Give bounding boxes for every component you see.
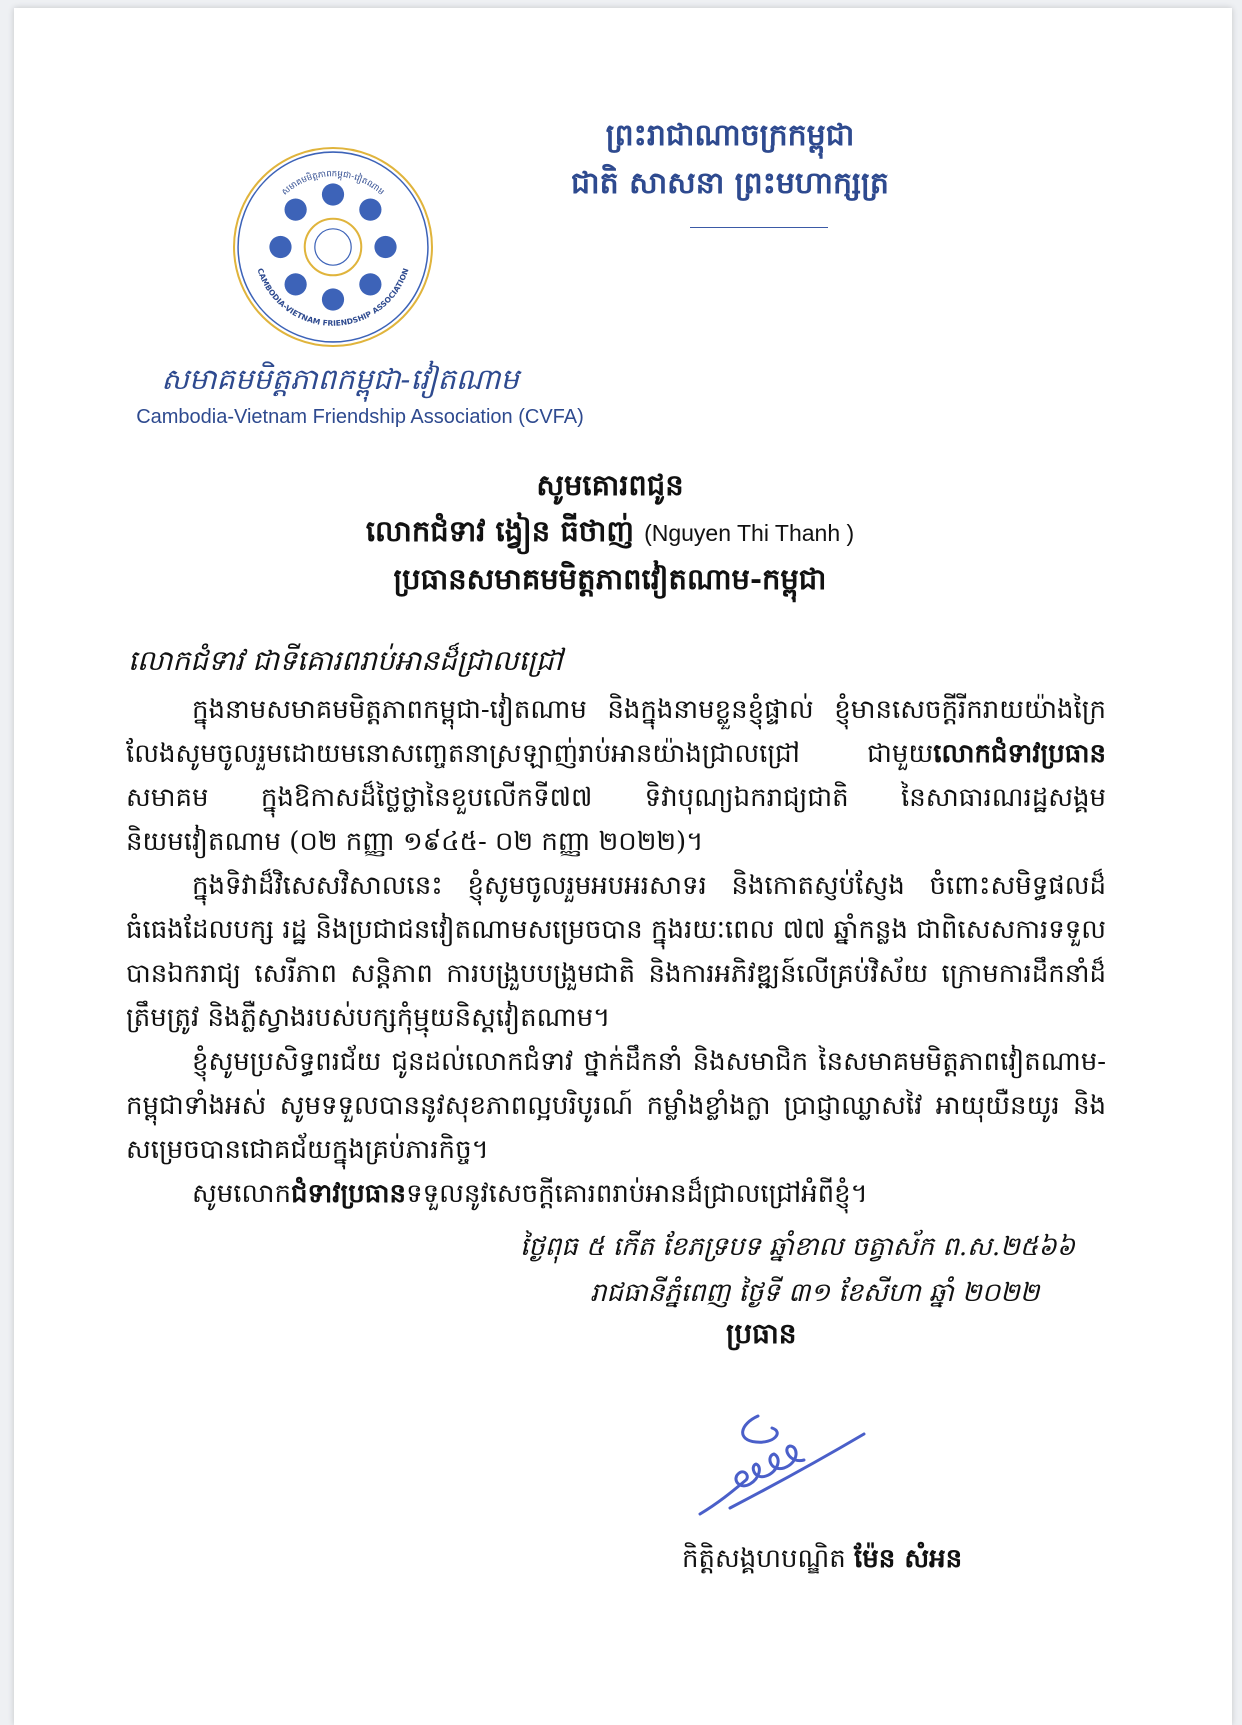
signer-block <box>682 1542 962 1580</box>
paragraph-4-bold: ជំទាវប្រធាន <box>291 1179 407 1209</box>
date-lunar: ថ្ងៃពុធ ៥ កើត ខែភទ្របទ ឆ្នាំខាល ចត្វាស័ក ព.ស.២៥៦៦ <box>520 1232 1076 1262</box>
paragraph-4-text-b: ទទួលនូវសេចក្តីគោរពរាប់អានដ៏ជ្រាលជ្រៅអំពីខ្ញុំ។ <box>406 1179 868 1209</box>
kingdom-motto: ជាតិ សាសនា ព្រះមហាក្សត្រ <box>571 166 889 201</box>
kingdom-divider <box>690 227 828 228</box>
date-block <box>480 1224 1080 1316</box>
paragraph-1 <box>126 688 1106 864</box>
paragraph-4-text-a: សូមលោក <box>192 1179 292 1209</box>
paragraph-1-text-a: ក្នុងនាមសមាគមមិត្តភាពកម្ពុជា-វៀតណាម និងក្នុងនាមខ្លួនខ្ញុំផ្ទាល់ ខ្ញុំមានសេចក្តីរីករាយយ៉ាងក្រៃលែងសូមចូលរួមដោយមនោសញ្ចេតនាស្រឡាញ់រាប់អានយ៉ាងជ្រាលជ្រៅ ជាមួយ <box>126 695 1106 769</box>
signer-role: ប្រធាន <box>726 1317 797 1350</box>
cvfa-logo-icon <box>232 146 434 348</box>
paragraph-4 <box>126 1172 1106 1216</box>
letter-body <box>126 688 1106 1216</box>
paragraph-1-bold: លោកជំទាវប្រធាន <box>933 739 1106 769</box>
addressee-salutation: សូមគោរពជូន <box>536 468 684 502</box>
paragraph-3: ខ្ញុំសូមប្រសិទ្ធពរជ័យ ជូនដល់លោកជំទាវ ថ្នាក់ដឹកនាំ និងសមាជិក នៃសមាគមមិត្តភាពវៀតណាម-កម្ពុជាទាំងអស់ សូមទទួលបាននូវសុខភាពល្អបរិបូរណ៍ កម្លាំងខ្លាំងក្លា ប្រាជ្ញាឈ្លាសវៃ អាយុយឺនយូរ និងសម្រេចបានជោគជ័យក្នុងគ្រប់ភារកិច្ច។ <box>126 1047 1106 1165</box>
addressee-name-latin: (Nguyen Thi Thanh ) <box>644 520 855 546</box>
paragraph-2: ក្នុងទិវាដ៏វិសេសវិសាលនេះ ខ្ញុំសូមចូលរួមអបអរសាទរ និងកោតស្ញប់ស្ញែង ចំពោះសមិទ្ធផលដ៏ធំធេងដែលបក្ស រដ្ឋ និងប្រជាជនវៀតណាមសម្រេចបាន ក្នុងរយៈពេល ៧៧ ឆ្នាំកន្លង ជាពិសេសការទទួលបានឯករាជ្យ សេរីភាព សន្តិភាព ការបង្រួបបង្រួមជាតិ និងការអភិវឌ្ឍន៍លើគ្រប់វិស័យ ក្រោមការដឹកនាំដ៏ត្រឹមត្រូវ និងភ្លឺស្វាងរបស់បក្សកុំម្មុយនិស្តវៀតណាម។ <box>126 871 1106 1033</box>
addressee-block <box>250 462 970 602</box>
addressee-title: ប្រធានសមាគមមិត្តភាពវៀតណាម-កម្ពុជា <box>393 562 827 596</box>
association-name-km: សមាគមមិត្តភាពកម្ពុជា-វៀតណាម <box>161 362 519 396</box>
paragraph-1-text-b: សមាគម ក្នុងឱកាសដ៏ថ្លៃថ្លានៃខួបលើកទី៧៧ ទិវាបុណ្យឯករាជ្យជាតិ នៃសាធារណរដ្ឋសង្គមនិយមវៀតណាម (០២ កញ្ញា ១៩៤៥- ០២ កញ្ញា ២០២២)។ <box>126 783 1106 857</box>
date-solar: រាជធានីភ្នំពេញ ថ្ងៃទី ៣១ ខែសីហា ឆ្នាំ ២០២២ <box>590 1278 1040 1308</box>
association-name-en: Cambodia-Vietnam Friendship Association (CVFA) <box>136 406 584 428</box>
signer-title: កិត្តិសង្គហបណ្ឌិត <box>682 1544 846 1574</box>
addressee-name-km: លោកជំទាវ ង្វៀន ធីថាញ់ <box>365 514 634 548</box>
addressee-name <box>250 508 970 556</box>
signer-name: ម៉ែន សំអន <box>854 1544 963 1574</box>
logo-text-top: សមាគមមិត្តភាពកម្ពុជា-វៀតណាម <box>280 169 386 198</box>
kingdom-title: ព្រះរាជាណាចក្រកម្ពុជា <box>605 118 855 153</box>
logo-text-bottom: CAMBODIA-VIETNAM FRIENDSHIP ASSOCIATION <box>255 267 411 328</box>
kingdom-heading <box>520 112 940 208</box>
letter-greeting: លោកជំទាវ ជាទីគោរពរាប់អានដ៏ជ្រាលជ្រៅ <box>128 644 563 677</box>
signature-icon <box>690 1410 870 1520</box>
